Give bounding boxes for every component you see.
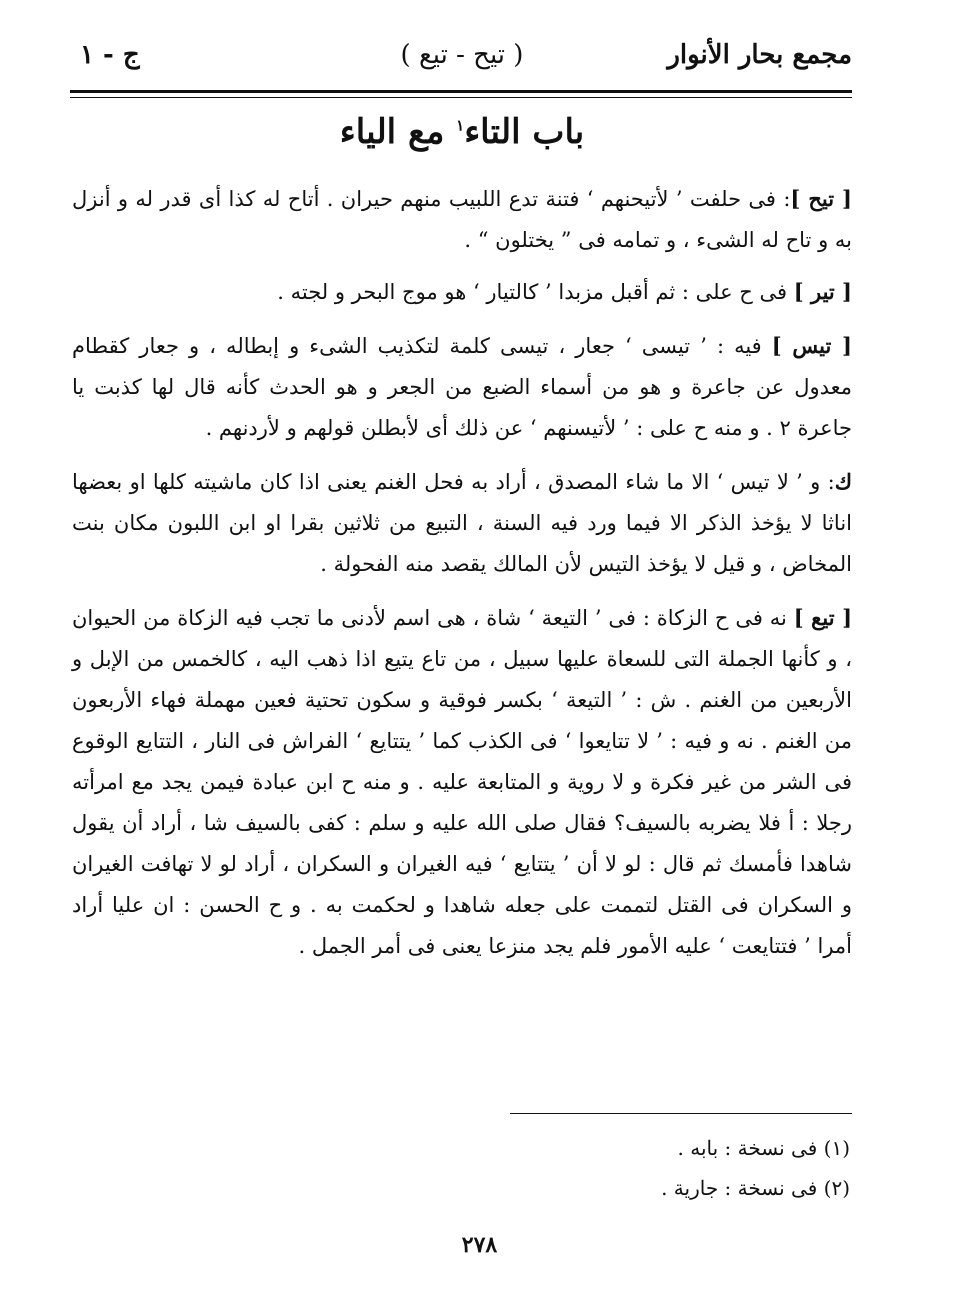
entry-head: ك bbox=[834, 469, 852, 494]
entry-head: [ تير ] bbox=[793, 279, 852, 304]
entry-tayh bbox=[72, 178, 852, 261]
body-text bbox=[72, 178, 852, 979]
entry-kaf bbox=[72, 461, 852, 585]
page-number: ٢٧٨ bbox=[461, 1232, 498, 1258]
footnote-1: (١) فى نسخة : بابه . bbox=[677, 1136, 850, 1160]
entry-tayr bbox=[72, 271, 852, 313]
running-header bbox=[72, 30, 852, 86]
entry-head: [ تيس ] bbox=[771, 333, 852, 358]
entry-head: [ تيح ] bbox=[790, 186, 852, 211]
entry-head: [ تيع ] bbox=[793, 605, 852, 630]
entry-text: نه فى ح الزكاة : فى ’ التيعة ‘ شاة ، هى اسم لأدنى ما تجب فيه الزكاة من الحيوان ، و كأنها الجملة التى للسعاة عليها سبيل ، من تاع يتيع اذا ذهب اليه ، كالخمس من الإبل و الأربعين من الغنم . ش : ’ التيعة ‘ بكسر فوقية و سكون تحتية فعين مهملة فهاء الأربعون من الغنم . نه و فيه : ’ لا تتايعوا ‘ فى الكذب كما ’ يتتايع ‘ الفراش فى النار ، التتايع الوقوع فى الشر من غير فكرة و لا روية و المتابعة عليه . و منه ح ابن عبادة فيمن يجد مع امرأته رجلا : أ فلا يضربه بالسيف؟ فقال صلى الله عليه و سلم : كفى بالسيف شا ، أراد أن يقول شاهدا فأمسك ثم قال : لو لا أن ’ يتتايع ‘ فيه الغيران و السكران ، أراد لو لا تهافت الغيران و السكران فى القتل لتممت على جعله شاهدا و لحكمت به . و ح الحسن : ان عليا أراد أمرا ’ فتتايعت ‘ عليه الأمور فلم يجد منزعا يعنى فى أمر الجمل . bbox=[72, 606, 852, 958]
entry-tays bbox=[72, 325, 852, 449]
entry-range: ( تيح - تيع ) bbox=[400, 40, 524, 70]
footnote-rule bbox=[510, 1113, 852, 1114]
chapter-title-rest: مع الياء bbox=[339, 112, 445, 152]
footnote-ref-1: ١ bbox=[456, 116, 465, 135]
entry-text: : فى حلفت ’ لأتيحنهم ‘ فتنة تدع اللبيب منهم حيران . أتاح له كذا أى قدر له و أنزل به و تاح له الشىء ، و تمامه فى ” يختلون “ . bbox=[72, 187, 852, 252]
book-title: مجمع بحار الأنوار bbox=[667, 40, 852, 70]
volume-number: ج - ١ bbox=[80, 40, 140, 70]
entry-text: : و ’ لا تيس ‘ الا ما شاء المصدق ، أراد به فحل الغنم يعنى اذا كان ماشيته كلها او بعضها اناثا لا يؤخذ الذكر الا فيما ورد فيه السنة ، التبيع من ثلاثين بقرا او ابن اللبون مكان بنت المخاض ، و قيل لا يؤخذ التيس لأن المالك يقصد منه الفحولة . bbox=[72, 470, 852, 576]
chapter-title bbox=[72, 112, 852, 152]
entry-tay-a bbox=[72, 597, 852, 967]
entry-text: فيه : ’ تيسى ‘ جعار ، تيسى كلمة لتكذيب الشىء و إبطاله ، و جعار كقطام معدول عن جاعرة و هو من أسماء الضبع من الجعر و هو الحدث كأنه قال لها كذبت يا جاعرة ٢ . و منه ح على : ’ لأتيسنهم ‘ عن ذلك أى لأبطلن قولهم و لأردنهم . bbox=[72, 334, 852, 440]
entry-text: فى ح على : ثم أقبل مزبدا ’ كالتيار ‘ هو موج البحر و لجته . bbox=[277, 280, 794, 304]
header-rule-thick bbox=[70, 90, 852, 93]
footnotes bbox=[500, 1128, 850, 1208]
chapter-title-main: باب التاء bbox=[464, 112, 585, 152]
footnote-2: (٢) فى نسخة : جارية . bbox=[661, 1176, 850, 1200]
header-rule-thin bbox=[70, 97, 852, 98]
